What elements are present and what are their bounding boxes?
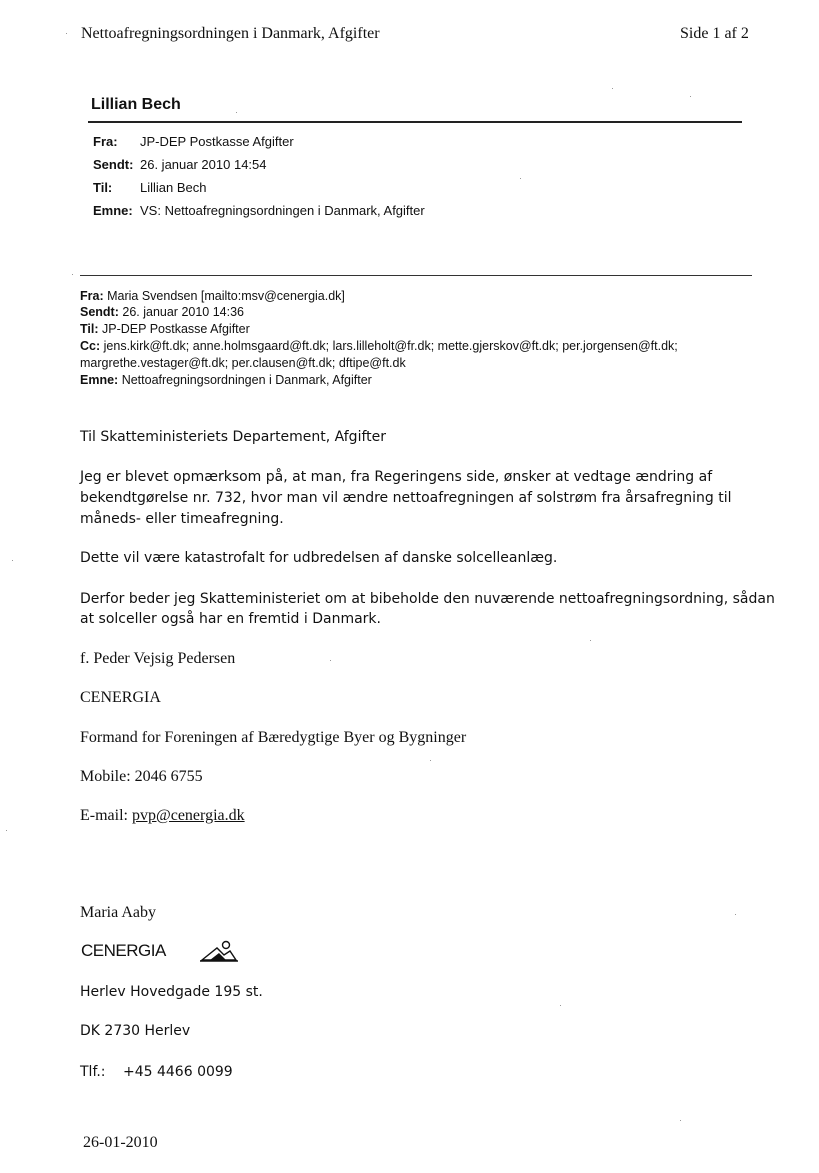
- fwd-from-label: Fra:: [80, 289, 104, 303]
- fwd-cc-value-line2: margrethe.vestager@ft.dk; per.clausen@ft.dk; dftipe@ft.dk: [80, 356, 406, 370]
- fwd-subject-line: [80, 373, 372, 387]
- fwd-from-line: [80, 289, 345, 303]
- recipient-name: Lillian Bech: [91, 96, 181, 113]
- outer-from-label: Fra:: [93, 134, 118, 149]
- cenergia-logo-icon: [200, 940, 238, 962]
- page-number: Side 1 af 2: [680, 25, 749, 42]
- fwd-sent-line: [80, 305, 244, 319]
- fwd-cc-line: [80, 339, 678, 353]
- outer-to-value: Lillian Bech: [140, 180, 207, 195]
- sig2-phone: +45 4466 0099: [123, 1064, 233, 1080]
- fwd-sent-label: Sendt:: [80, 305, 119, 319]
- salutation: Til Skatteministeriets Departement, Afgifter: [80, 429, 387, 445]
- outer-subject-label: Emne:: [93, 203, 133, 218]
- fwd-sent-value: 26. januar 2010 14:36: [122, 305, 245, 319]
- page-header-title: Nettoafregningsordningen i Danmark, Afgifter: [81, 25, 380, 42]
- sig1-mobile: Mobile: 2046 6755: [80, 768, 203, 785]
- para3-line2: at solceller også har en fremtid i Danmark.: [80, 611, 381, 627]
- sig2-phone-label: Tlf.:: [80, 1064, 106, 1080]
- sig1-email-line: [80, 807, 245, 825]
- sig1-email-label: E-mail:: [80, 807, 128, 824]
- fwd-cc-value: jens.kirk@ft.dk; anne.holmsgaard@ft.dk; lars.lilleholt@fr.dk; mette.gjerskov@ft.dk; per.jorgensen@ft.dk;: [103, 339, 678, 353]
- fwd-cc-label: Cc:: [80, 339, 101, 353]
- fwd-to-line: [80, 322, 250, 336]
- para1-line1: Jeg er blevet opmærksom på, at man, fra Regeringens side, ønsker at vedtage ændring af: [80, 469, 713, 485]
- footer-date: 26-01-2010: [83, 1134, 158, 1151]
- para3-line1: Derfor beder jeg Skatteministeriet om at bibeholde den nuværende nettoafregningsordning, sådan: [80, 591, 775, 607]
- para1-line3: måneds- eller timeafregning.: [80, 511, 284, 527]
- outer-from-value: JP-DEP Postkasse Afgifter: [140, 134, 294, 149]
- outer-subject-value: VS: Nettoafregningsordningen i Danmark, Afgifter: [140, 203, 425, 218]
- sig2-name: Maria Aaby: [80, 904, 156, 921]
- fwd-subject-label: Emne:: [80, 373, 119, 387]
- sig1-company: CENERGIA: [80, 689, 161, 706]
- fwd-from-value: Maria Svendsen [mailto:msv@cenergia.dk]: [107, 289, 345, 303]
- fwd-to-value: JP-DEP Postkasse Afgifter: [102, 322, 250, 336]
- sig2-address1: Herlev Hovedgade 195 st.: [80, 984, 263, 1000]
- outer-to-label: Til:: [93, 180, 113, 195]
- fwd-to-label: Til:: [80, 322, 99, 336]
- sig1-title: Formand for Foreningen af Bæredygtige Byer og Bygninger: [80, 729, 467, 746]
- fwd-subject-value: Nettoafregningsordningen i Danmark, Afgifter: [121, 373, 372, 387]
- para2: Dette vil være katastrofalt for udbredelsen af danske solcelleanlæg.: [80, 550, 558, 566]
- outer-sent-label: Sendt:: [93, 157, 134, 172]
- sig1-email-link[interactable]: pvp@cenergia.dk: [131, 807, 245, 824]
- outer-sent-value: 26. januar 2010 14:54: [140, 157, 267, 172]
- para1-line2: bekendtgørelse nr. 732, hvor man vil ændre nettoafregningen af solstrøm fra årsafregning til: [80, 490, 732, 506]
- forward-divider: [80, 275, 752, 276]
- sig1-name: f. Peder Vejsig Pedersen: [80, 650, 236, 667]
- sig2-address2: DK 2730 Herlev: [80, 1023, 191, 1039]
- header-divider: [88, 121, 742, 123]
- cenergia-logo-text: CENERGIA: [81, 941, 166, 960]
